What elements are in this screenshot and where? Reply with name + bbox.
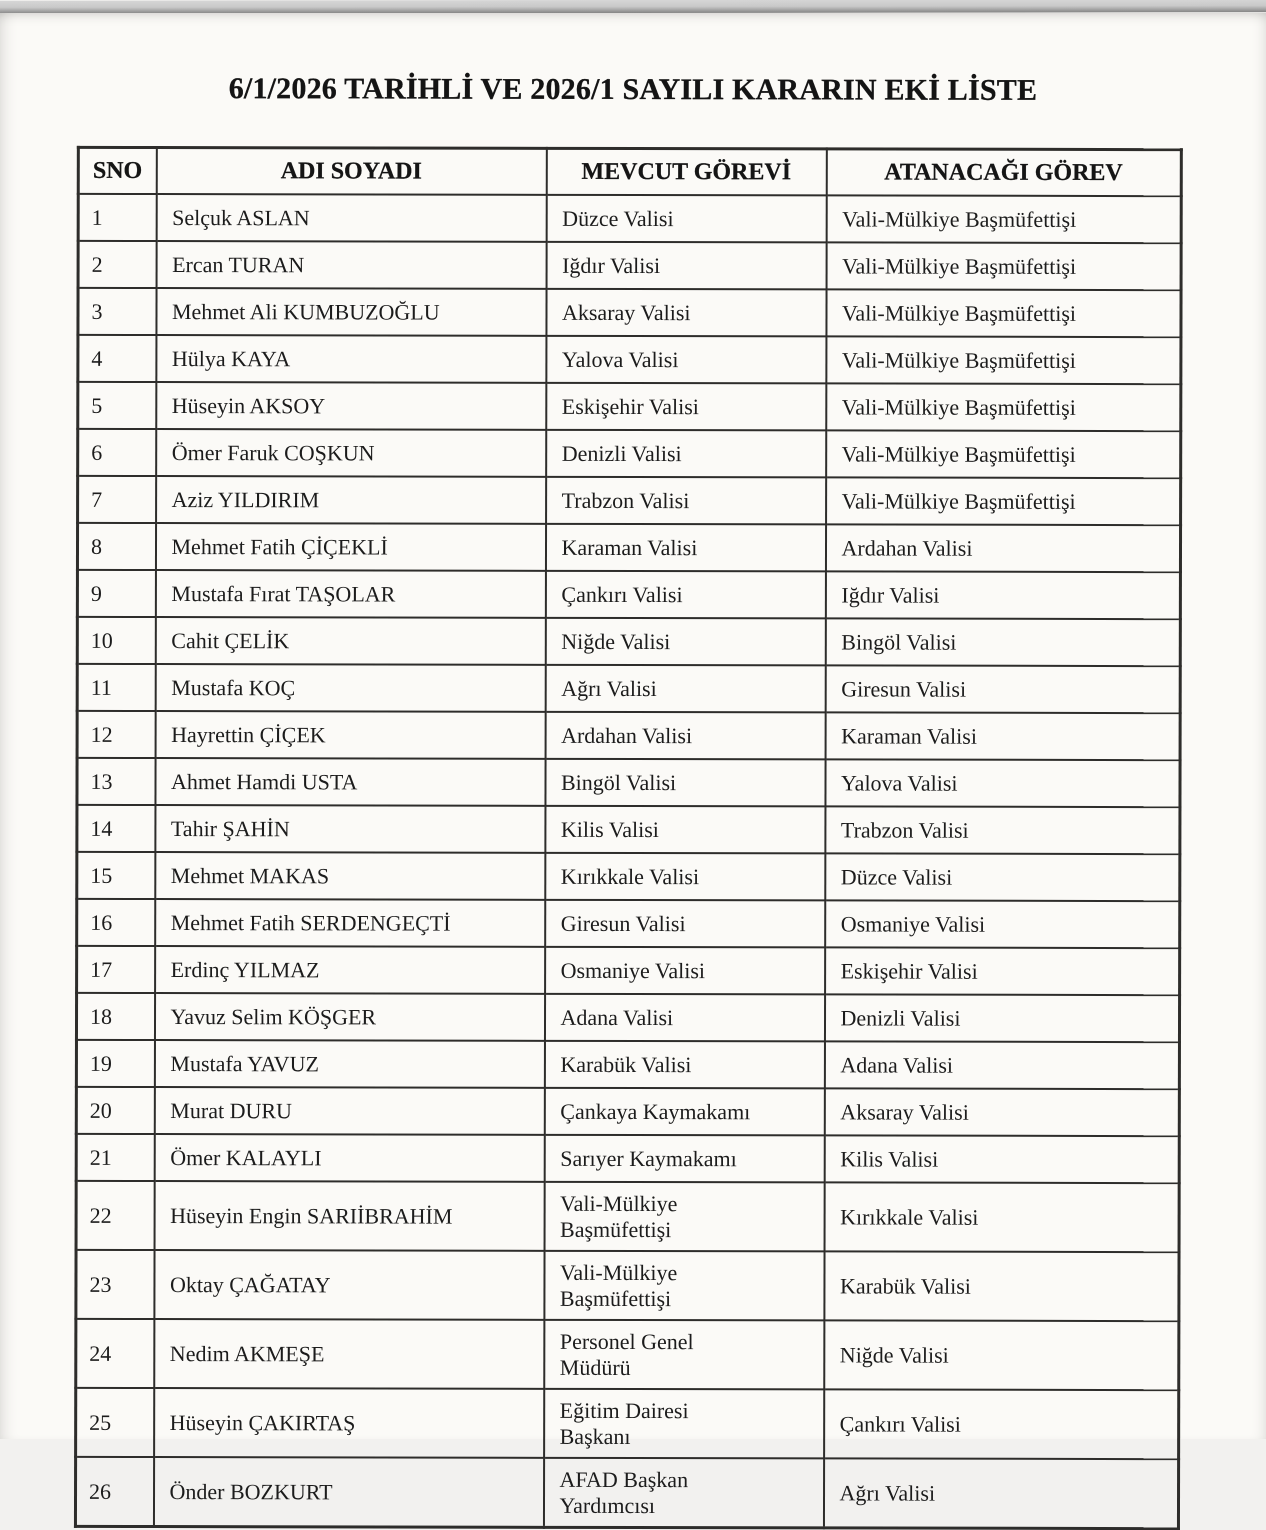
table-row [77,523,1180,572]
cell-sno: 18 [76,993,154,1040]
table-row [78,335,1181,384]
cell-name: Erdinç YILMAZ [155,946,545,994]
cell-name: Mustafa KOÇ [155,664,545,712]
cell-assigned-duty: Vali-Mülkiye Başmüfettişi [826,430,1181,478]
cell-current-duty: Düzce Valisi [546,195,826,243]
cell-assigned-duty: Bingöl Valisi [825,618,1180,666]
cell-name: Ömer Faruk COŞKUN [156,429,546,477]
header-current-duty: MEVCUT GÖREVİ [546,148,826,195]
cell-assigned-duty: Eskişehir Valisi [825,947,1180,995]
cell-sno: 22 [76,1181,154,1250]
cell-assigned-duty: Ardahan Valisi [825,524,1180,572]
cell-sno: 25 [76,1388,154,1457]
cell-sno: 21 [76,1134,154,1181]
cell-sno: 7 [78,476,156,523]
cell-assigned-duty: Giresun Valisi [825,665,1180,713]
cell-name: Hayrettin ÇİÇEK [155,711,545,759]
cell-current-duty: Adana Valisi [544,994,824,1042]
cell-sno: 15 [77,852,155,899]
table-row [77,711,1180,760]
cell-assigned-duty: Denizli Valisi [824,994,1179,1042]
table-row [78,194,1181,243]
appointment-table [74,146,1183,1530]
cell-sno: 24 [76,1319,154,1388]
header-name: ADI SOYADI [156,148,546,195]
cell-name: Mustafa YAVUZ [154,1040,544,1088]
cell-name: Hülya KAYA [156,335,546,383]
cell-current-duty: Ağrı Valisi [545,665,825,713]
cell-sno: 20 [76,1087,154,1134]
cell-name: Hüseyin ÇAKIRTAŞ [154,1388,544,1458]
cell-name: Selçuk ASLAN [156,194,546,242]
cell-name: Cahit ÇELİK [155,617,545,665]
cell-assigned-duty: Vali-Mülkiye Başmüfettişi [826,477,1181,525]
cell-name: Mehmet Ali KUMBUZOĞLU [156,288,546,336]
cell-assigned-duty: Niğde Valisi [824,1320,1179,1390]
cell-assigned-duty: Aksaray Valisi [824,1088,1179,1136]
table-row [77,805,1180,854]
cell-sno: 23 [76,1250,154,1319]
cell-assigned-duty: Ağrı Valisi [823,1458,1178,1528]
sheet-content [0,72,1266,1530]
cell-assigned-duty: Çankırı Valisi [824,1389,1179,1459]
cell-assigned-duty: Düzce Valisi [825,853,1180,901]
cell-sno: 4 [78,335,156,382]
cell-current-duty: Niğde Valisi [545,618,825,666]
cell-name: Mehmet Fatih ÇİÇEKLİ [155,523,545,571]
cell-current-duty: Giresun Valisi [545,900,825,948]
cell-name: Önder BOZKURT [153,1457,543,1527]
table-row [76,1319,1179,1390]
cell-current-duty: Karabük Valisi [544,1041,824,1089]
cell-name: Hüseyin AKSOY [156,382,546,430]
table-header [78,147,1181,196]
cell-current-duty: Eskişehir Valisi [546,383,826,431]
header-sno: SNO [78,147,156,194]
cell-current-duty: Eğitim Dairesi Başkanı [544,1389,824,1459]
table-row [77,617,1180,666]
cell-current-duty: Sarıyer Kaymakamı [544,1135,824,1183]
table-body [75,194,1181,1529]
table-row [77,946,1180,995]
cell-sno: 5 [78,382,156,429]
cell-assigned-duty: Vali-Mülkiye Başmüfettişi [826,336,1181,384]
table-row [76,1388,1179,1459]
cell-current-duty: AFAD Başkan Yardımcısı [543,1458,823,1528]
table-row [76,1134,1179,1183]
cell-sno: 12 [77,711,155,758]
cell-sno: 9 [77,570,155,617]
table-row [77,758,1180,807]
table-row [77,570,1180,619]
cell-sno: 3 [78,288,156,335]
header-assigned-duty: ATANACAĞI GÖREV [826,149,1181,196]
cell-name: Mustafa Fırat TAŞOLAR [155,570,545,618]
table-row [78,476,1181,525]
table-row [76,1040,1179,1089]
cell-assigned-duty: Kırıkkale Valisi [824,1182,1179,1252]
cell-current-duty: Iğdır Valisi [546,242,826,290]
cell-current-duty: Ardahan Valisi [545,712,825,760]
cell-sno: 14 [77,805,155,852]
table-row [78,288,1181,337]
cell-name: Oktay ÇAĞATAY [154,1250,544,1320]
cell-current-duty: Personel Genel Müdürü [544,1320,824,1390]
table-row [76,1087,1179,1136]
table-row [77,852,1180,901]
cell-sno: 16 [77,899,155,946]
table-row [77,899,1180,948]
cell-assigned-duty: Vali-Mülkiye Başmüfettişi [826,383,1181,431]
cell-current-duty: Bingöl Valisi [545,759,825,807]
cell-current-duty: Kilis Valisi [545,806,825,854]
table-row [76,993,1179,1042]
cell-name: Ahmet Hamdi USTA [155,758,545,806]
cell-current-duty: Çankaya Kaymakamı [544,1088,824,1136]
cell-assigned-duty: Karabük Valisi [824,1251,1179,1321]
cell-current-duty: Trabzon Valisi [546,477,826,525]
cell-name: Nedim AKMEŞE [154,1319,544,1389]
cell-assigned-duty: Yalova Valisi [825,759,1180,807]
cell-assigned-duty: Osmaniye Valisi [825,900,1180,948]
cell-sno: 6 [78,429,156,476]
cell-name: Hüseyin Engin SARIİBRAHİM [154,1181,544,1251]
scanned-page [0,13,1266,1518]
cell-assigned-duty: Karaman Valisi [825,712,1180,760]
cell-assigned-duty: Adana Valisi [824,1041,1179,1089]
cell-current-duty: Vali-Mülkiye Başmüfettişi [544,1251,824,1321]
cell-assigned-duty: Vali-Mülkiye Başmüfettişi [826,242,1181,290]
cell-assigned-duty: Iğdır Valisi [825,571,1180,619]
cell-name: Yavuz Selim KÖŞGER [154,993,544,1041]
table-row [75,1457,1178,1529]
cell-sno: 26 [75,1457,153,1527]
table-row [78,382,1181,431]
cell-assigned-duty: Vali-Mülkiye Başmüfettişi [826,289,1181,337]
cell-current-duty: Denizli Valisi [546,430,826,478]
cell-name: Aziz YILDIRIM [156,476,546,524]
table-row [76,1250,1179,1321]
scanner-edge-band [0,0,1266,14]
cell-sno: 17 [77,946,155,993]
cell-sno: 1 [78,194,156,241]
cell-name: Ercan TURAN [156,241,546,289]
cell-current-duty: Aksaray Valisi [546,289,826,337]
table-row [76,1181,1179,1252]
document-title: 6/1/2026 TARİHLİ VE 2026/1 SAYILI KARARIN EKİ LİSTE [228,72,1038,107]
table-row [77,664,1180,713]
cell-name: Mehmet MAKAS [155,852,545,900]
cell-current-duty: Vali-Mülkiye Başmüfettişi [544,1182,824,1252]
cell-name: Mehmet Fatih SERDENGEÇTİ [155,899,545,947]
cell-name: Murat DURU [154,1087,544,1135]
cell-current-duty: Yalova Valisi [546,336,826,384]
cell-sno: 2 [78,241,156,288]
cell-sno: 8 [77,523,155,570]
table-row [78,241,1181,290]
table-header-row [78,147,1181,196]
cell-sno: 10 [77,617,155,664]
table-row [78,429,1181,478]
cell-name: Ömer KALAYLI [154,1134,544,1182]
cell-name: Tahir ŞAHİN [155,805,545,853]
cell-current-duty: Karaman Valisi [545,524,825,572]
cell-current-duty: Osmaniye Valisi [545,947,825,995]
cell-assigned-duty: Vali-Mülkiye Başmüfettişi [826,195,1181,243]
cell-sno: 13 [77,758,155,805]
cell-current-duty: Çankırı Valisi [545,571,825,619]
cell-assigned-duty: Kilis Valisi [824,1135,1179,1183]
cell-sno: 19 [76,1040,154,1087]
cell-assigned-duty: Trabzon Valisi [825,806,1180,854]
cell-current-duty: Kırıkkale Valisi [545,853,825,901]
cell-sno: 11 [77,664,155,711]
